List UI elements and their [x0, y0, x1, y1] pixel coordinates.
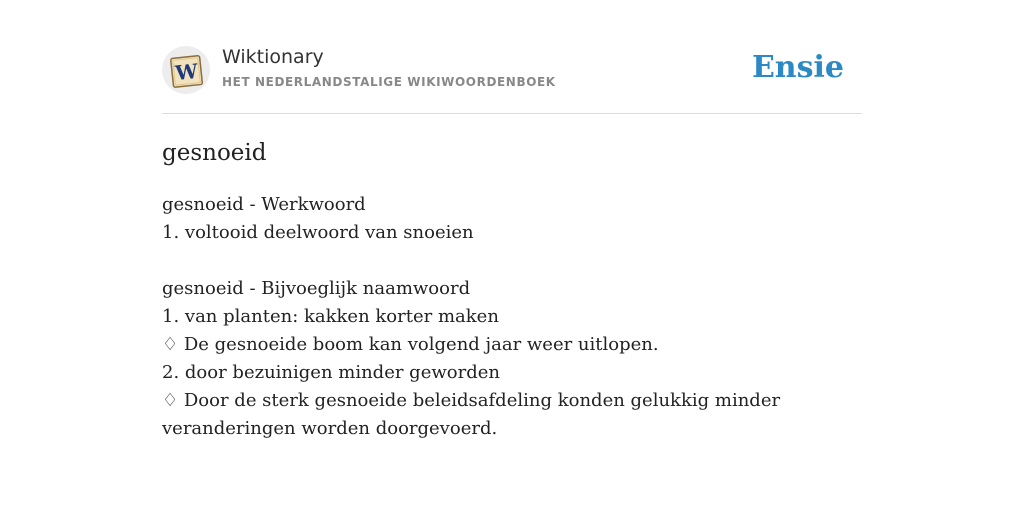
entry-bijvoeglijk-naamwoord: [162, 275, 862, 443]
wiktionary-logo: [162, 46, 210, 94]
entry-werkwoord: [162, 191, 862, 247]
example-line: ♢ Door de sterk gesnoeide beleidsafdeling konden gelukkig minder: [162, 390, 781, 411]
ensie-logo[interactable]: Ensie: [751, 50, 844, 85]
entry-heading: gesnoeid - Werkwoord: [162, 194, 366, 215]
definition-line: 2. door bezuinigen minder geworden: [162, 362, 500, 383]
example-line-continued: veranderingen worden doorgevoerd.: [162, 418, 498, 439]
entries: [162, 191, 862, 443]
wiktionary-tile-icon: [162, 46, 210, 94]
card-header: [162, 40, 862, 114]
entry-heading: gesnoeid - Bijvoeglijk naamwoord: [162, 278, 471, 299]
source-name[interactable]: Wiktionary: [222, 46, 324, 68]
example-line: ♢ De gesnoeide boom kan volgend jaar weer uitlopen.: [162, 334, 659, 355]
definition-line: 1. voltooid deelwoord van snoeien: [162, 222, 474, 243]
logo-letter: W: [174, 58, 200, 86]
source-subtitle: HET NEDERLANDSTALIGE WIKIWOORDENBOEK: [222, 75, 556, 89]
definition-card: [162, 40, 862, 443]
entry-spacer: [162, 247, 862, 275]
page-title: gesnoeid: [162, 140, 267, 166]
definition-line: 1. van planten: kakken korter maken: [162, 306, 499, 327]
